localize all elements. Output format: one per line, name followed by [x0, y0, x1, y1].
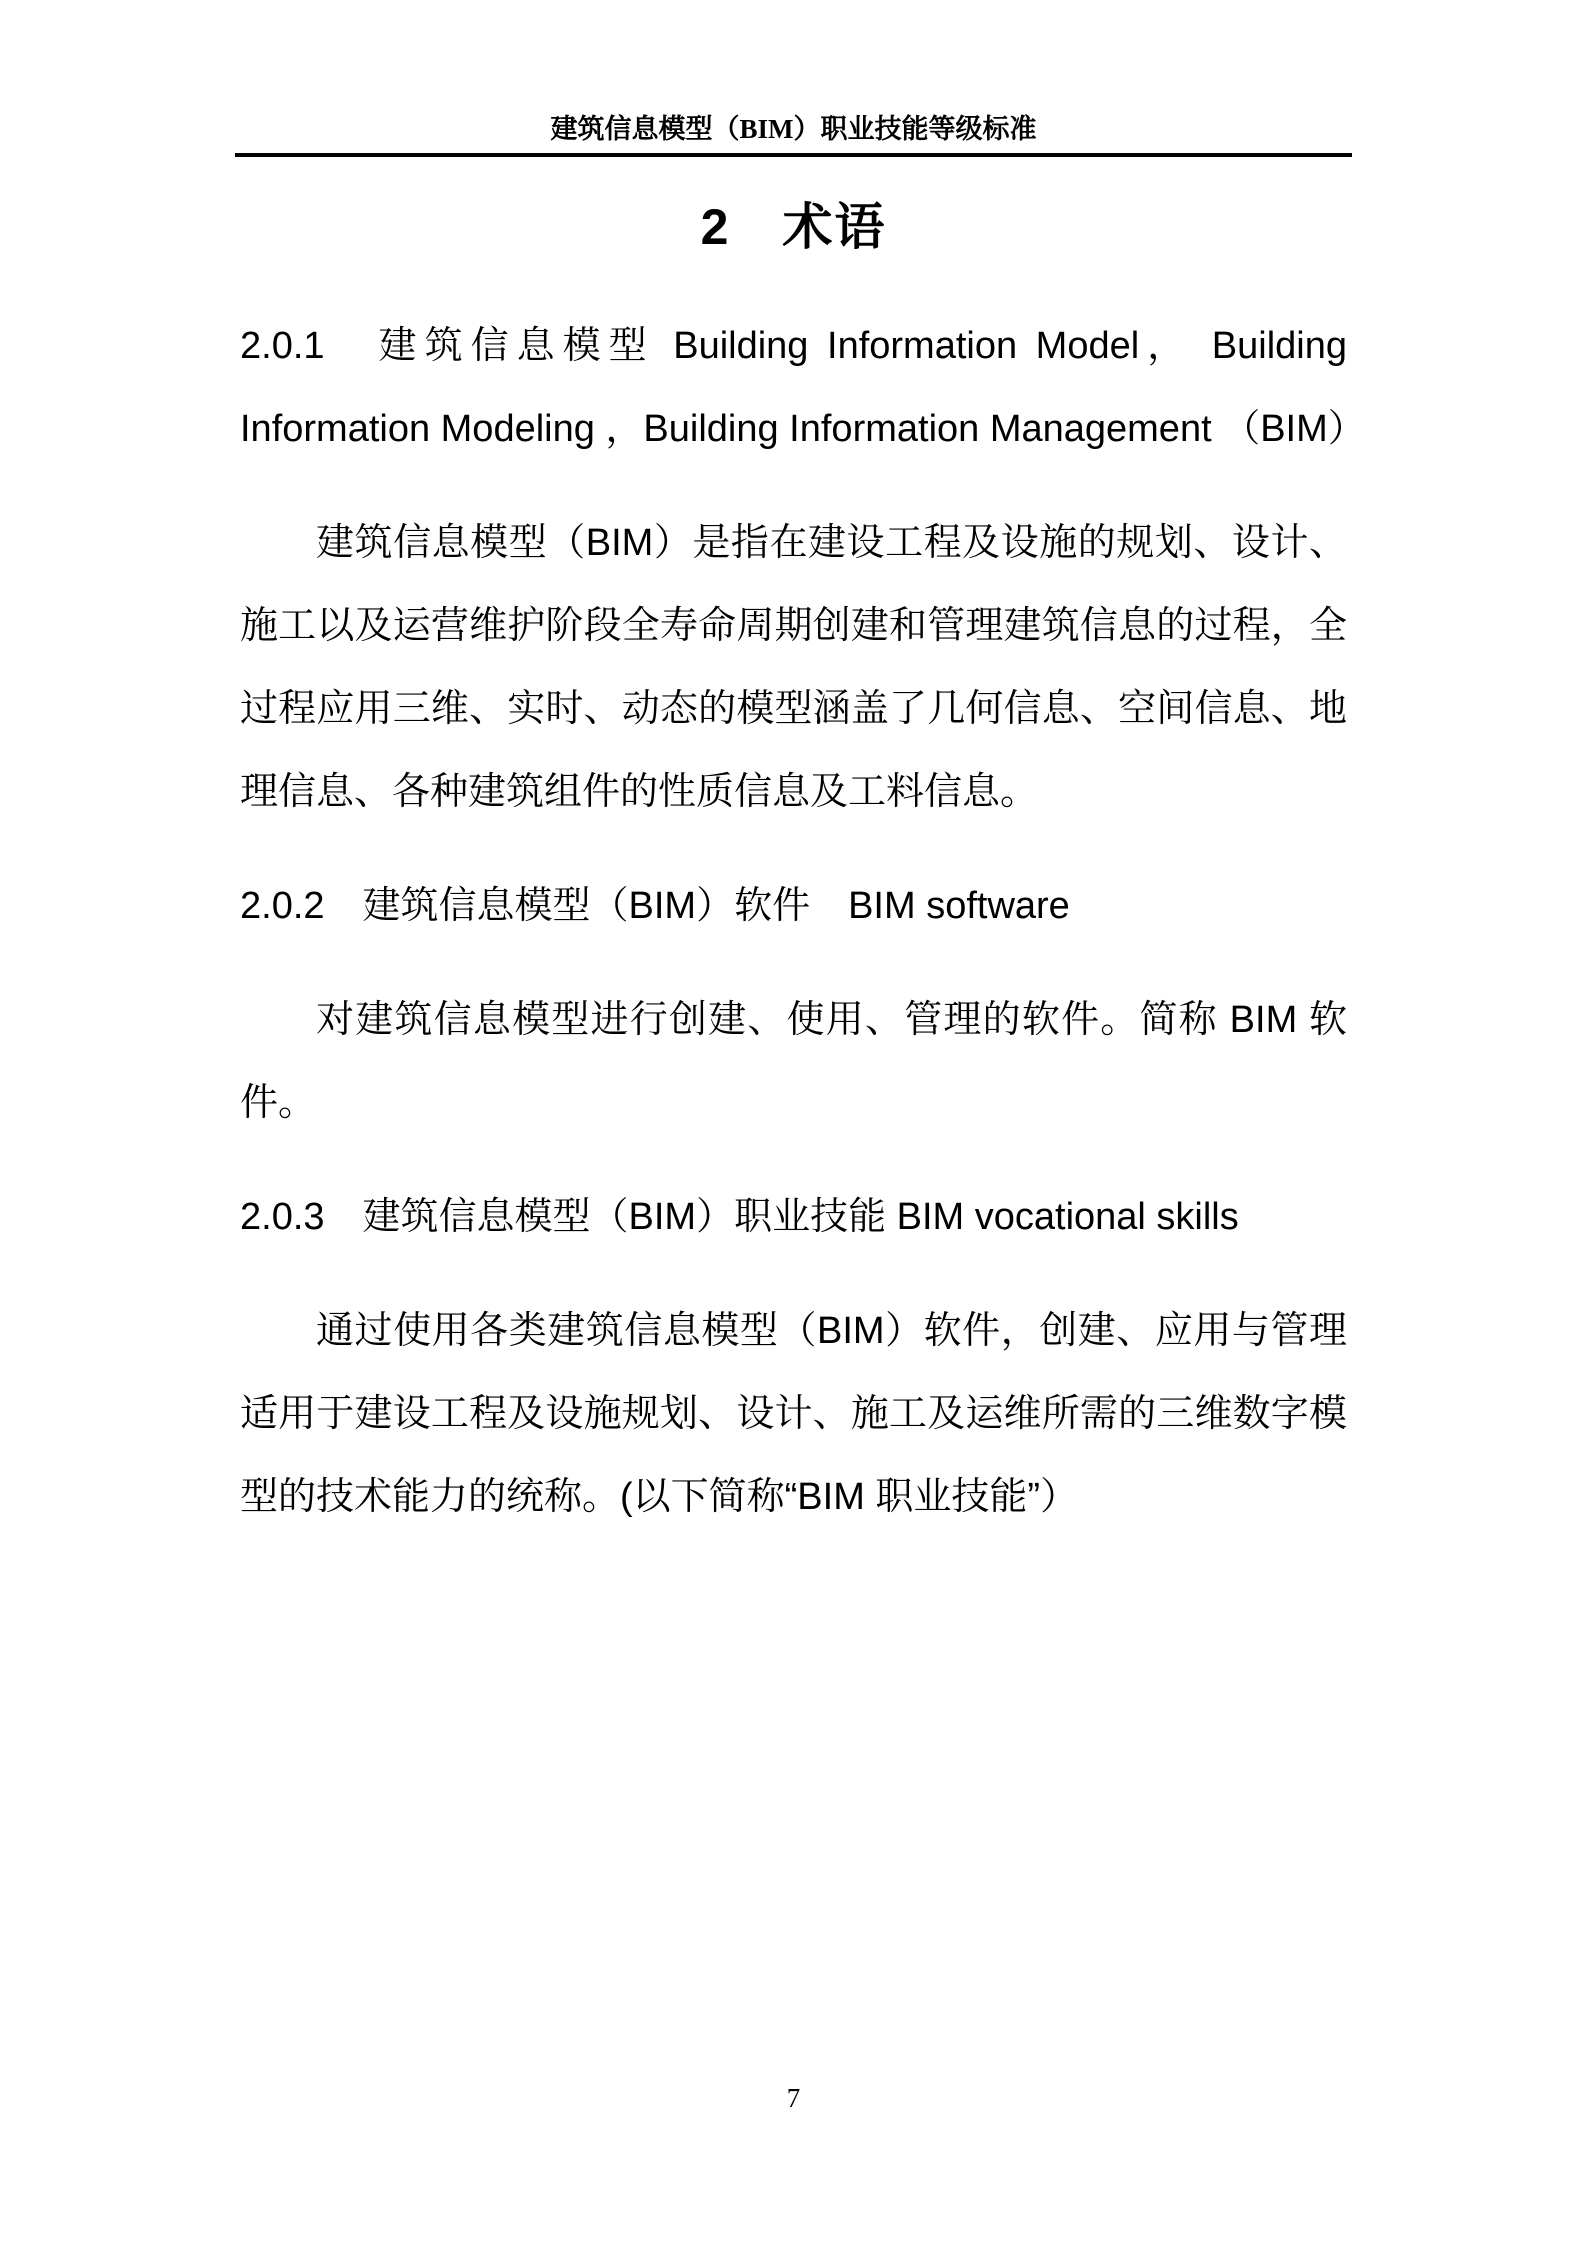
- document-body: [240, 305, 1366, 1539]
- section-heading-2-0-3: 2.0.3 建筑信息模型（BIM）职业技能 BIM vocational skills: [240, 1196, 1239, 1239]
- section-body-2-0-3: 通过使用各类建筑信息模型（BIM）软件，创建、应用与管理适用于建设工程及设施规划、设计、施工及运维所需的三维数字模型的技术能力的统称。(以下简称“BIM 职业技能”）: [240, 1310, 1347, 1519]
- page-header: [235, 0, 1352, 157]
- page-number: 7: [786, 2083, 801, 2113]
- running-head: 建筑信息模型（BIM）职业技能等级标准: [550, 114, 1037, 144]
- section-heading-2-0-2: 2.0.2 建筑信息模型（BIM）软件 BIM software: [240, 885, 1070, 928]
- section-body-2-0-2: 对建筑信息模型进行创建、使用、管理的软件。简称 BIM 软件。: [240, 999, 1347, 1125]
- section-body-2-0-1: 建筑信息模型（BIM）是指在建设工程及设施的规划、设计、施工以及运营维护阶段全寿命周期创建和管理建筑信息的过程，全过程应用三维、实时、动态的模型涵盖了几何信息、空间信息、地理信息、各种建筑组件的性质信息及工料信息。: [240, 522, 1347, 814]
- chapter-title: 2 术语: [700, 199, 887, 256]
- section-heading-2-0-1: 2.0.1 建筑信息模型 Building Information Model， Building Information Modeling ，Building Information Management （BIM）: [240, 325, 1366, 451]
